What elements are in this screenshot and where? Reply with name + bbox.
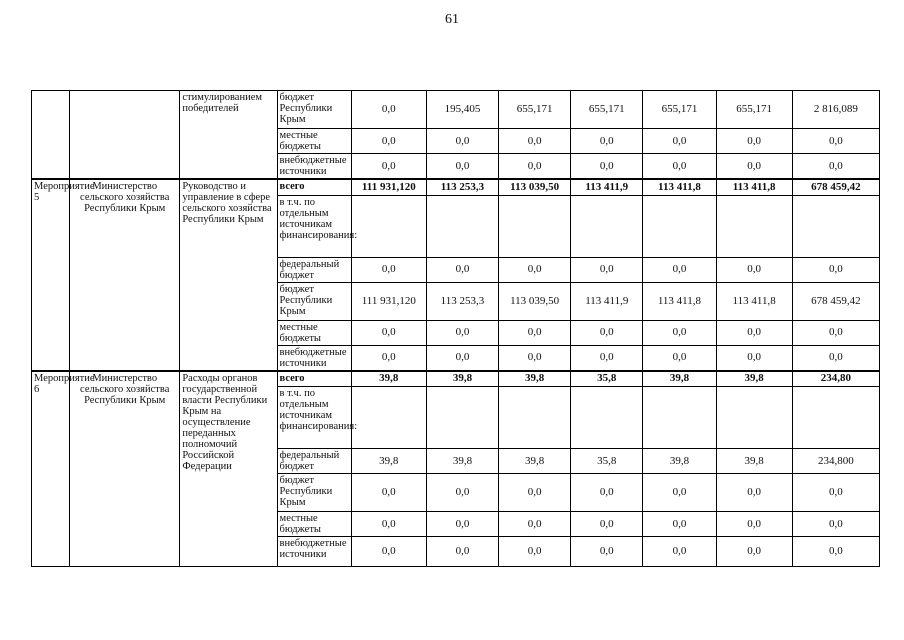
- funding-source-cell: местные бюджеты: [277, 129, 351, 154]
- value-cell: 0,0: [499, 129, 571, 154]
- value-cell: [643, 387, 716, 449]
- value-cell: 655,171: [716, 91, 792, 129]
- funding-source-cell: всего: [277, 371, 351, 387]
- value-cell: [571, 387, 643, 449]
- value-cell: 113 411,8: [643, 282, 716, 320]
- funding-source-cell: всего: [277, 179, 351, 195]
- value-cell: 0,0: [499, 257, 571, 282]
- funding-source-cell: внебюджетные источники: [277, 345, 351, 371]
- value-cell: 2 816,089: [792, 91, 879, 129]
- value-cell: 113 253,3: [426, 282, 498, 320]
- value-cell: 0,0: [351, 345, 426, 371]
- executor-cell: [70, 91, 180, 180]
- description-cell: Расходы органов государственной власти Республики Крым на осуществление переданных полномочий Российской Федерации: [180, 371, 277, 567]
- value-cell: 0,0: [426, 257, 498, 282]
- value-cell: 39,8: [643, 449, 716, 474]
- value-cell: 0,0: [499, 320, 571, 345]
- value-cell: 0,0: [426, 129, 498, 154]
- value-cell: 35,8: [571, 371, 643, 387]
- value-cell: 39,8: [351, 371, 426, 387]
- value-cell: 0,0: [792, 154, 879, 180]
- value-cell: [716, 195, 792, 257]
- value-cell: 113 411,9: [571, 179, 643, 195]
- funding-source-cell: местные бюджеты: [277, 320, 351, 345]
- value-cell: 0,0: [643, 512, 716, 537]
- value-cell: 0,0: [792, 129, 879, 154]
- funding-source-cell: местные бюджеты: [277, 512, 351, 537]
- value-cell: 0,0: [426, 474, 498, 512]
- description-cell: Руководство и управление в сфере сельского хозяйства Республики Крым: [180, 179, 277, 371]
- measure-label-cell: Мероприятие 6: [32, 371, 70, 567]
- value-cell: 113 253,3: [426, 179, 498, 195]
- value-cell: 39,8: [499, 371, 571, 387]
- table-row: [32, 371, 880, 387]
- value-cell: 0,0: [351, 320, 426, 345]
- value-cell: 0,0: [716, 257, 792, 282]
- value-cell: 0,0: [571, 129, 643, 154]
- value-cell: [499, 387, 571, 449]
- value-cell: 0,0: [351, 537, 426, 567]
- value-cell: 0,0: [571, 154, 643, 180]
- value-cell: 39,8: [499, 449, 571, 474]
- value-cell: 0,0: [716, 154, 792, 180]
- value-cell: 0,0: [571, 345, 643, 371]
- table-body: [32, 91, 880, 567]
- measure-label-cell: [32, 91, 70, 180]
- value-cell: 0,0: [716, 320, 792, 345]
- value-cell: [426, 195, 498, 257]
- value-cell: 0,0: [716, 512, 792, 537]
- value-cell: 113 411,8: [643, 179, 716, 195]
- value-cell: 0,0: [792, 345, 879, 371]
- value-cell: 0,0: [643, 537, 716, 567]
- value-cell: 0,0: [571, 257, 643, 282]
- value-cell: 113 411,8: [716, 282, 792, 320]
- funding-source-cell: внебюджетные источники: [277, 537, 351, 567]
- value-cell: 234,80: [792, 371, 879, 387]
- funding-source-cell: бюджет Республики Крым: [277, 91, 351, 129]
- funding-source-cell: федеральный бюджет: [277, 257, 351, 282]
- value-cell: 0,0: [571, 474, 643, 512]
- value-cell: 0,0: [716, 129, 792, 154]
- value-cell: 0,0: [499, 537, 571, 567]
- value-cell: [351, 387, 426, 449]
- value-cell: 234,800: [792, 449, 879, 474]
- value-cell: 0,0: [426, 512, 498, 537]
- value-cell: [792, 195, 879, 257]
- page-number: 61: [445, 12, 459, 27]
- value-cell: 0,0: [643, 345, 716, 371]
- value-cell: 0,0: [643, 474, 716, 512]
- value-cell: 0,0: [571, 320, 643, 345]
- value-cell: 39,8: [426, 371, 498, 387]
- value-cell: 0,0: [499, 512, 571, 537]
- value-cell: 39,8: [716, 449, 792, 474]
- value-cell: 0,0: [716, 537, 792, 567]
- value-cell: [571, 195, 643, 257]
- funding-source-cell: федеральный бюджет: [277, 449, 351, 474]
- value-cell: 0,0: [426, 537, 498, 567]
- value-cell: 0,0: [571, 537, 643, 567]
- funding-source-cell: в т.ч. по отдельным источникам финансирования:: [277, 387, 351, 449]
- funding-source-cell: бюджет Республики Крым: [277, 474, 351, 512]
- value-cell: 678 459,42: [792, 282, 879, 320]
- value-cell: 0,0: [643, 257, 716, 282]
- value-cell: 0,0: [792, 512, 879, 537]
- table-row: [32, 179, 880, 195]
- value-cell: [499, 195, 571, 257]
- value-cell: 111 931,120: [351, 282, 426, 320]
- value-cell: [426, 387, 498, 449]
- value-cell: 0,0: [426, 320, 498, 345]
- value-cell: 0,0: [716, 345, 792, 371]
- value-cell: 0,0: [571, 512, 643, 537]
- value-cell: 655,171: [571, 91, 643, 129]
- value-cell: 39,8: [426, 449, 498, 474]
- value-cell: 0,0: [792, 474, 879, 512]
- value-cell: 39,8: [351, 449, 426, 474]
- funding-source-cell: внебюджетные источники: [277, 154, 351, 180]
- value-cell: 111 931,120: [351, 179, 426, 195]
- value-cell: 39,8: [716, 371, 792, 387]
- value-cell: 0,0: [499, 474, 571, 512]
- funding-source-cell: в т.ч. по отдельным источникам финансирования:: [277, 195, 351, 257]
- value-cell: 0,0: [351, 129, 426, 154]
- financing-table: [31, 90, 880, 567]
- value-cell: 0,0: [792, 537, 879, 567]
- value-cell: 113 039,50: [499, 282, 571, 320]
- value-cell: 0,0: [643, 154, 716, 180]
- value-cell: 0,0: [643, 320, 716, 345]
- value-cell: 0,0: [426, 154, 498, 180]
- executor-cell: Министерство сельского хозяйства Республики Крым: [70, 371, 180, 567]
- value-cell: 0,0: [351, 154, 426, 180]
- value-cell: 0,0: [351, 257, 426, 282]
- value-cell: 35,8: [571, 449, 643, 474]
- value-cell: 0,0: [643, 129, 716, 154]
- description-cell: стимулированием победителей: [180, 91, 277, 180]
- value-cell: 0,0: [426, 345, 498, 371]
- value-cell: [716, 387, 792, 449]
- executor-cell: Министерство сельского хозяйства Республики Крым: [70, 179, 180, 371]
- value-cell: 0,0: [792, 320, 879, 345]
- value-cell: 655,171: [499, 91, 571, 129]
- measure-label-cell: Мероприятие 5: [32, 179, 70, 371]
- value-cell: 0,0: [351, 512, 426, 537]
- value-cell: 39,8: [643, 371, 716, 387]
- table-row: [32, 91, 880, 129]
- value-cell: 113 411,8: [716, 179, 792, 195]
- value-cell: 0,0: [792, 257, 879, 282]
- value-cell: 0,0: [351, 91, 426, 129]
- value-cell: 195,405: [426, 91, 498, 129]
- value-cell: [643, 195, 716, 257]
- value-cell: 0,0: [499, 345, 571, 371]
- value-cell: 655,171: [643, 91, 716, 129]
- value-cell: [351, 195, 426, 257]
- value-cell: 113 039,50: [499, 179, 571, 195]
- value-cell: 0,0: [499, 154, 571, 180]
- value-cell: 113 411,9: [571, 282, 643, 320]
- value-cell: 678 459,42: [792, 179, 879, 195]
- value-cell: 0,0: [716, 474, 792, 512]
- value-cell: 0,0: [351, 474, 426, 512]
- value-cell: [792, 387, 879, 449]
- funding-source-cell: бюджет Республики Крым: [277, 282, 351, 320]
